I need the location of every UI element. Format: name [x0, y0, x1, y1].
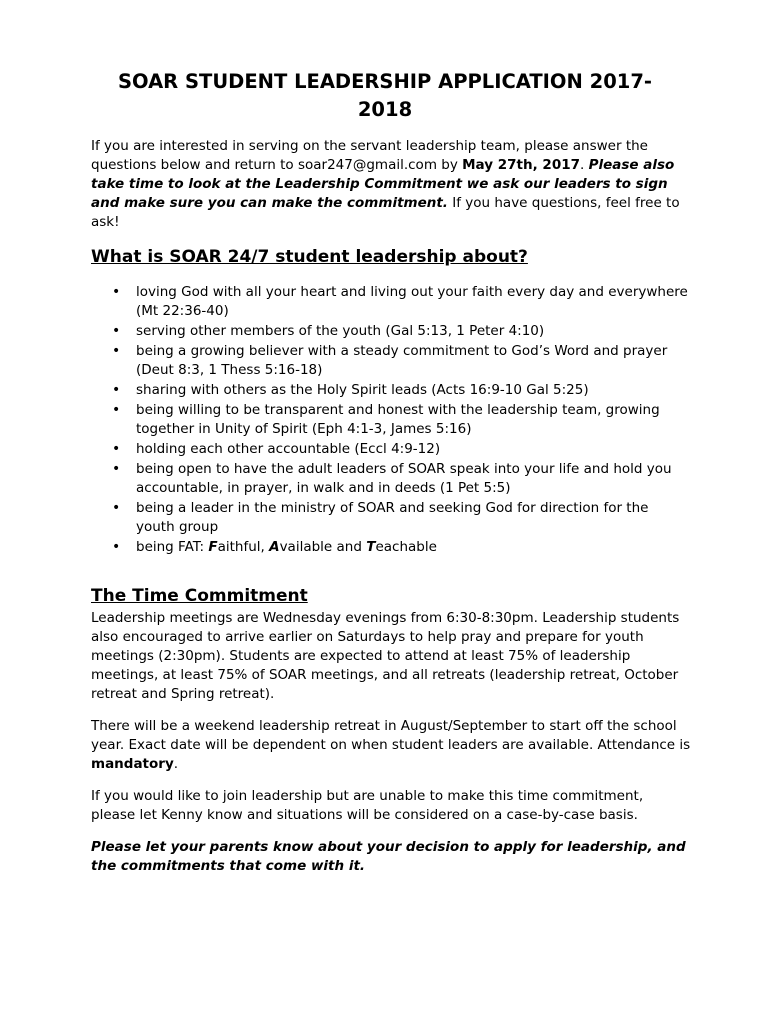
- bullet-icon: •: [112, 323, 121, 339]
- parents-note: Please let your parents know about your decision to apply for leadership, and the commitments that come with it.: [91, 839, 686, 874]
- intro-paragraph: [91, 137, 691, 232]
- bullet-icon: •: [112, 343, 121, 359]
- bullet-icon: •: [112, 284, 121, 300]
- about-heading: What is SOAR 24/7 student leadership about?: [91, 247, 528, 267]
- list-item: • sharing with others as the Holy Spirit leads (Acts 16:9-10 Gal 5:25): [112, 382, 589, 398]
- retreat-paragraph: There will be a weekend leadership retreat in August/September to start off the school year. Exact date will be dependent on when student leaders are available. Attendance is mandatory.: [91, 718, 691, 772]
- bullet-icon: •: [112, 382, 121, 398]
- meetings-paragraph: Leadership meetings are Wednesday evenings from 6:30-8:30pm. Leadership students also encouraged to arrive earlier on Saturdays to help pray and prepare for youth meetings (2:30pm). Students are expected to attend at least 75% of leadership meetings, at least 75% of SOAR meetings, and all retreats (leadership retreat, October retreat and Spring retreat).: [91, 610, 680, 702]
- deadline-date: May 27th, 2017: [462, 157, 581, 173]
- list-item: • holding each other accountable (Eccl 4:9-12): [112, 441, 441, 457]
- exception-paragraph: If you would like to join leadership but are unable to make this time commitment, please let Kenny know and situations will be considered on a case-by-case basis.: [91, 788, 644, 823]
- about-list: [91, 283, 691, 558]
- intro-emphasis: Please also take time to look at the Leadership Commitment we ask our leaders to sign and make sure you can make the commitment.: [91, 157, 675, 211]
- mandatory-text: mandatory: [91, 756, 174, 772]
- intro-text-2: .: [580, 157, 589, 173]
- list-item: • serving other members of the youth (Gal 5:13, 1 Peter 4:10): [112, 323, 545, 339]
- list-item: • loving God with all your heart and living out your faith every day and everywhere (Mt 22:36-40): [112, 284, 688, 319]
- time-commitment-heading: The Time Commitment: [91, 586, 308, 606]
- list-item: • being willing to be transparent and honest with the leadership team, growing together in Unity of Spirit (Eph 4:1-3, James 5:16): [112, 402, 660, 437]
- intro-text-3: If you have questions, feel free to ask!: [91, 195, 680, 230]
- bullet-icon: •: [112, 402, 121, 418]
- bullet-icon: •: [112, 441, 121, 457]
- bullet-icon: •: [112, 461, 121, 477]
- list-item: • being open to have the adult leaders of SOAR speak into your life and hold you accountable, in prayer, in walk and in deeds (1 Pet 5:5): [112, 461, 672, 496]
- list-item: • being a leader in the ministry of SOAR and seeking God for direction for the youth group: [112, 500, 649, 535]
- bullet-icon: •: [112, 500, 121, 516]
- intro-text-1: If you are interested in serving on the servant leadership team, please answer the questions below and return to soar247@gmail.com by: [91, 138, 648, 173]
- bullet-icon: •: [112, 539, 121, 555]
- list-item-fat: • being FAT: Faithful, Available and Teachable: [112, 539, 437, 555]
- page-title: SOAR STUDENT LEADERSHIP APPLICATION 2017-2018: [117, 70, 652, 121]
- list-item: • being a growing believer with a steady commitment to God’s Word and prayer (Deut 8:3, 1 Thess 5:16-18): [112, 343, 668, 378]
